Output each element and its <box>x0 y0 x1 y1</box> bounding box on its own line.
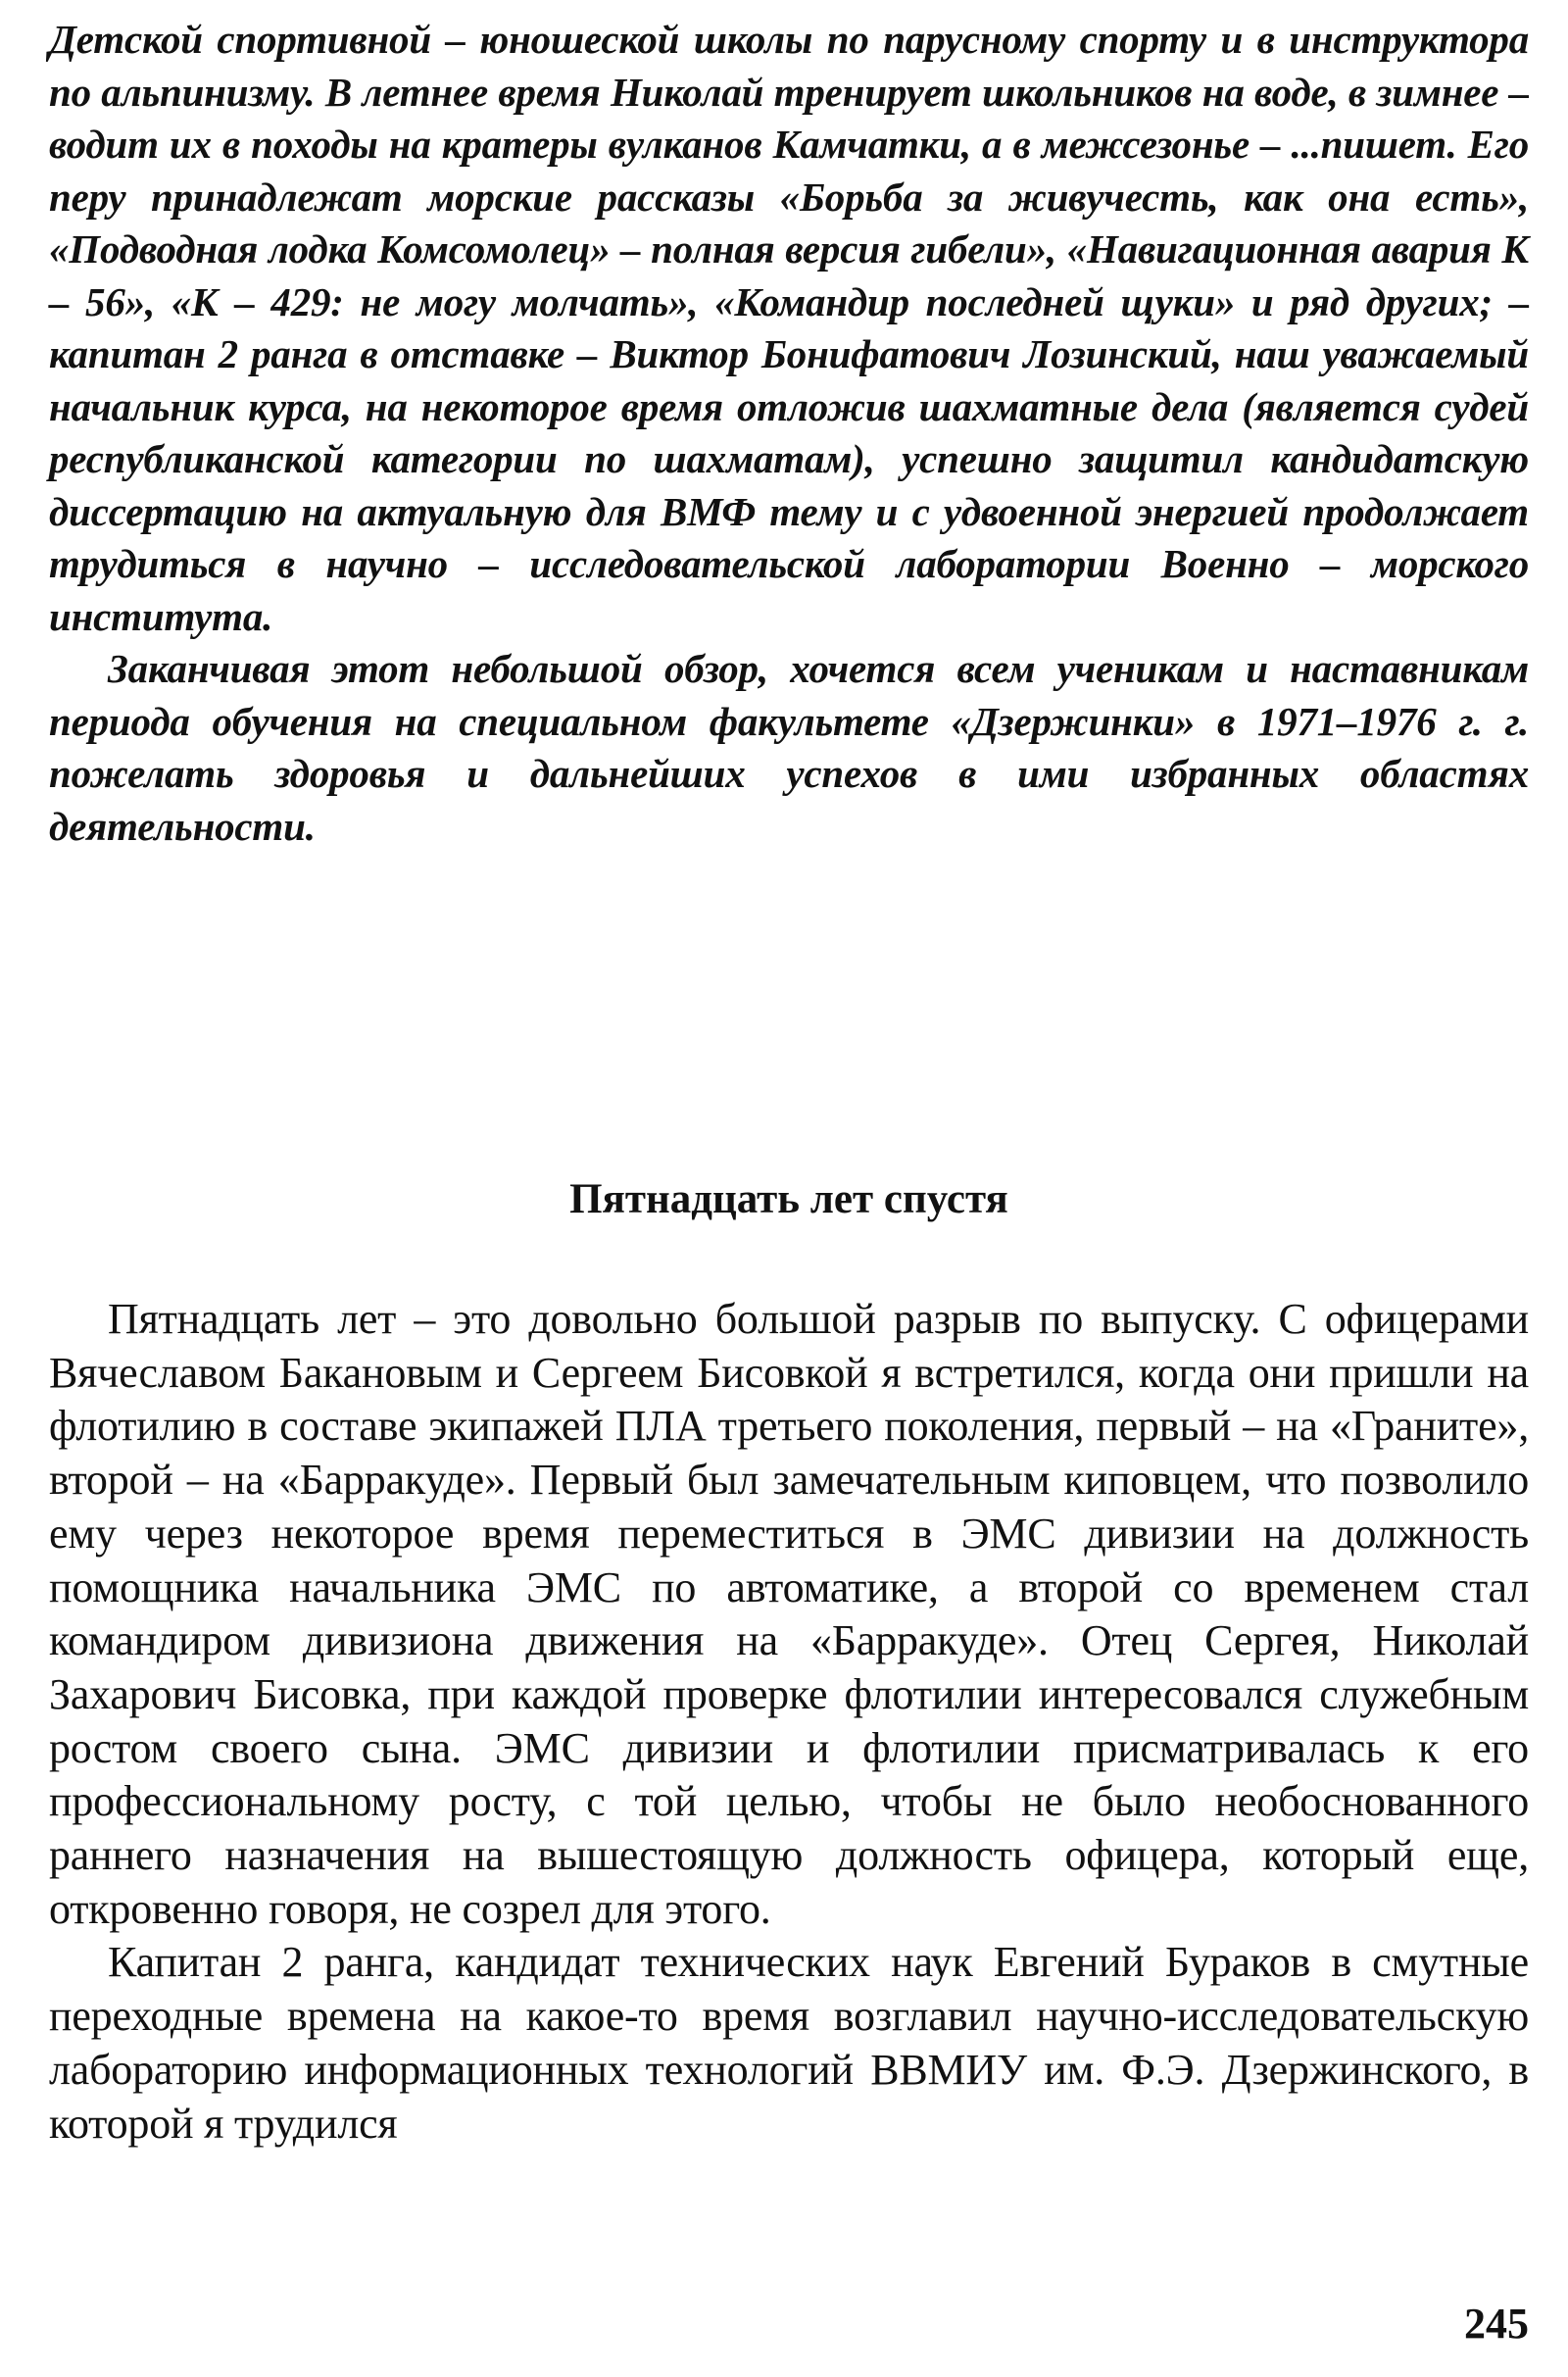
page-number: 245 <box>1464 2300 1529 2348</box>
body-text-block <box>49 1293 1529 2151</box>
italic-text-block <box>49 14 1529 853</box>
italic-paragraph-2: Заканчивая этот небольшой обзор, хочется всем ученикам и наставникам периода обучения на специальном факультете «Дзержинки» в 1971–1976 г. г. пожелать здоровья и дальнейших успехов в ими избранных областях деятельности. <box>49 646 1529 849</box>
italic-paragraph-1: Детской спортивной – юношеской школы по парусному спорту и в инструктора по альпинизму. В летнее время Николай тренирует школьников на воде, в зимнее – водит их в походы на кратеры вулканов Камчатки, а в межсезонье – ...пишет. Его перу принадлежат морские рассказы «Борьба за живучесть, как она есть», «Подводная лодка Комсомолец» – полная версия гибели», «Навигационная авария К – 56», «К – 429: не могу молчать», «Командир последней щуки» и ряд других; – капитан 2 ранга в отставке – Виктор Бонифатович Лозинский, наш уважаемый начальник курса, на некоторое время отложив шахматные дела (является судей республиканской категории по шахматам), успешно защитил кандидатскую диссертацию на актуальную для ВМФ тему и с удвоенной энергией продолжает трудиться в научно – исследовательской лаборатории Военно – морского института. <box>49 17 1529 639</box>
body-paragraph-1: Пятнадцать лет – это довольно большой разрыв по выпуску. С офицерами Вячеславом Бакановым и Сергеем Бисовкой я встретился, когда они пришли на флотилию в составе экипажей ПЛА третьего поколения, первый – на «Граните», второй – на «Барракуде». Первый был замечательным киповцем, что позволило ему через некоторое время переместиться в ЭМС дивизии на должность помощника начальника ЭМС по автоматике, а второй со временем стал командиром дивизиона движения на «Барракуде». Отец Сергея, Николай Захарович Бисовка, при каждой проверке флотилии интересовался служебным ростом своего сына. ЭМС дивизии и флотилии присматривалась к его профессиональному росту, с той целью, чтобы не было необоснованного раннего назначения на вышестоящую должность офицера, который еще, откровенно говоря, не созрел для этого. <box>49 1295 1529 1933</box>
body-paragraph-2: Капитан 2 ранга, кандидат технических наук Евгений Бураков в смутные переходные времена на какое-то время возглавил научно-исследовательскую лабораторию информационных технологий ВВМИУ им. Ф.Э. Дзержинского, в которой я трудился <box>49 1938 1529 2148</box>
book-page <box>49 14 1529 2148</box>
section-title: Пятнадцать лет спустя <box>569 1176 1008 1222</box>
